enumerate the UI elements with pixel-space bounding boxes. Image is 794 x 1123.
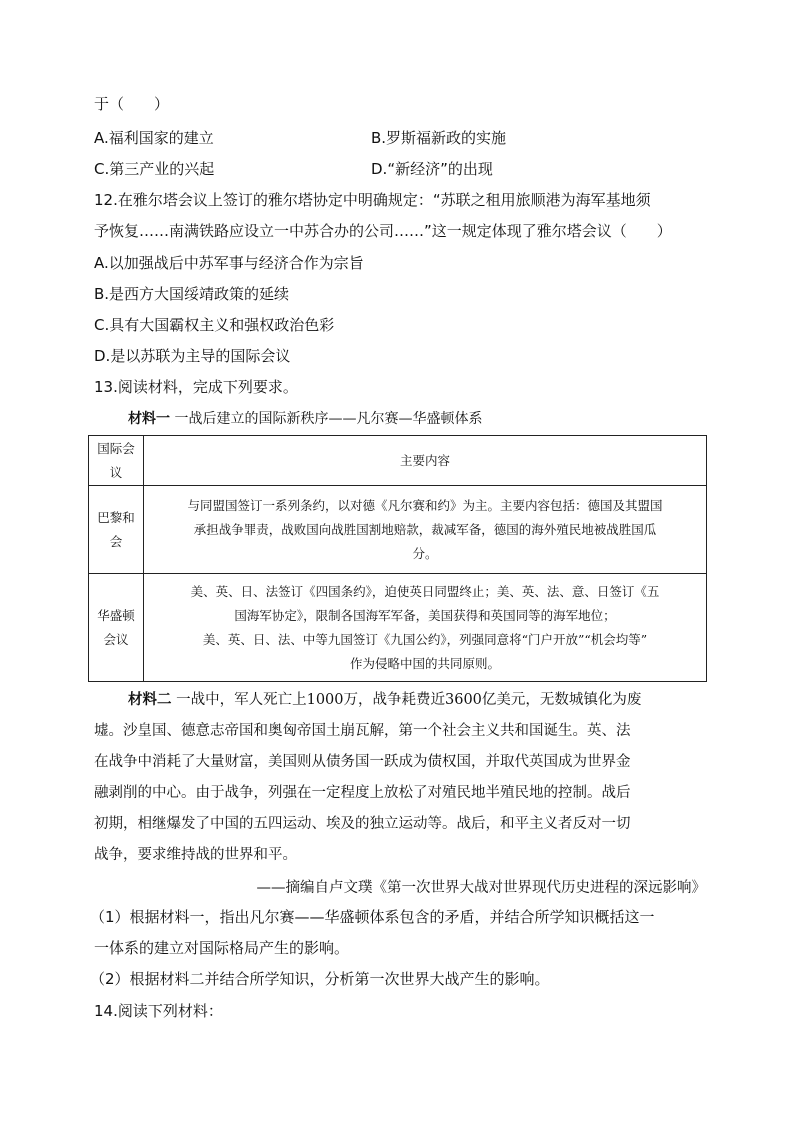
material2-source: ——摘编自卢文璞《第一次世界大战对世界现代历史进程的深远影响》 <box>256 880 706 896</box>
table-header-row <box>89 436 707 486</box>
material2-line-3: 在战争中消耗了大量财富，美国则从债务国一跃成为债权国，并取代英国成为世界金 <box>94 754 631 770</box>
material2-line-6: 战争，要求维持战的世界和平。 <box>94 847 297 863</box>
q12-stem-line-2: 予恢复……南满铁路应设立一中苏合办的公司……”这一规定体现了雅尔塔会议（ ） <box>94 222 672 240</box>
material1-title: 一战后建立的国际新秩序——凡尔赛—华盛顿体系 <box>174 411 483 427</box>
table-row-name: 华盛顿 会议 <box>89 574 144 682</box>
table-row <box>89 486 707 574</box>
material2-line-5: 初期，相继爆发了中国的五四运动、埃及的独立运动等。战后，和平主义者反对一切 <box>94 816 631 832</box>
q11-option-a: A.福利国家的建立 <box>94 129 214 147</box>
material2-line-1: 材料二 一战中，军人死亡上1000万，战争耗费近3600亿美元，无数城镇化为废 <box>128 691 642 708</box>
table-row-content: 与同盟国签订一系列条约，以对德《凡尔赛和约》为主。主要内容包括：德国及其盟国 承担战争罪责，战败国向战胜国割地赔款，裁减军备，德国的海外殖民地被战胜国瓜 分。 <box>144 486 707 574</box>
q12-option-c: C.具有大国霸权主义和强权政治色彩 <box>94 316 335 334</box>
q12-stem-line-1: 12.在雅尔塔会议上签订的雅尔塔协定中明确规定：“苏联之租用旅顺港为海军基地须 <box>94 191 651 209</box>
table-row-content: 美、英、日、法签订《四国条约》，迫使英日同盟终止；美、英、法、意、日签订《五 国海军协定》，限制各国海军军备，美国获得和英国同等的海军地位； 美、英、日、法、中等九国签订《九国公约》，列强同意将“门户开放”“机会均等” 作为侵略中国的共同原则。 <box>144 574 707 682</box>
q12-option-a: A.以加强战后中苏军事与经济合作为宗旨 <box>94 254 364 272</box>
q13-question-1-line-2: 一体系的建立对国际格局产生的影响。 <box>94 939 350 957</box>
material2-line-4: 融剥削的中心。由于战争，列强在一定程度上放松了对殖民地半殖民地的控制。战后 <box>94 785 631 801</box>
table-row <box>89 574 707 682</box>
material1-caption <box>128 408 482 428</box>
q13-question-2: （2）根据材料二并结合所学知识，分析第一次世界大战产生的影响。 <box>90 970 550 988</box>
table-header-col2: 主要内容 <box>144 436 707 486</box>
q11-option-c: C.第三产业的兴起 <box>94 160 215 178</box>
material1-table <box>88 435 707 682</box>
q11-tail: 于（ ） <box>94 95 170 113</box>
material1-label: 材料一 <box>128 411 170 427</box>
q11-option-b: B.罗斯福新政的实施 <box>371 129 507 147</box>
material2-label: 材料二 <box>128 691 172 708</box>
q12-option-d: D.是以苏联为主导的国际会议 <box>94 347 291 365</box>
table-header-col1: 国际会 议 <box>89 436 144 486</box>
q13-intro: 13.阅读材料，完成下列要求。 <box>94 378 298 396</box>
table-row-name: 巴黎和 会 <box>89 486 144 574</box>
q14-intro: 14.阅读下列材料： <box>94 1002 223 1020</box>
q11-option-d: D.“新经济”的出现 <box>371 160 493 178</box>
q12-option-b: B.是西方大国绥靖政策的延续 <box>94 285 290 303</box>
q13-question-1-line-1: （1）根据材料一，指出凡尔赛——华盛顿体系包含的矛盾，并结合所学知识概括这一 <box>90 908 655 926</box>
material2-line-2: 墟。沙皇国、德意志帝国和奥匈帝国土崩瓦解，第一个社会主义共和国诞生。英、法 <box>94 723 631 739</box>
